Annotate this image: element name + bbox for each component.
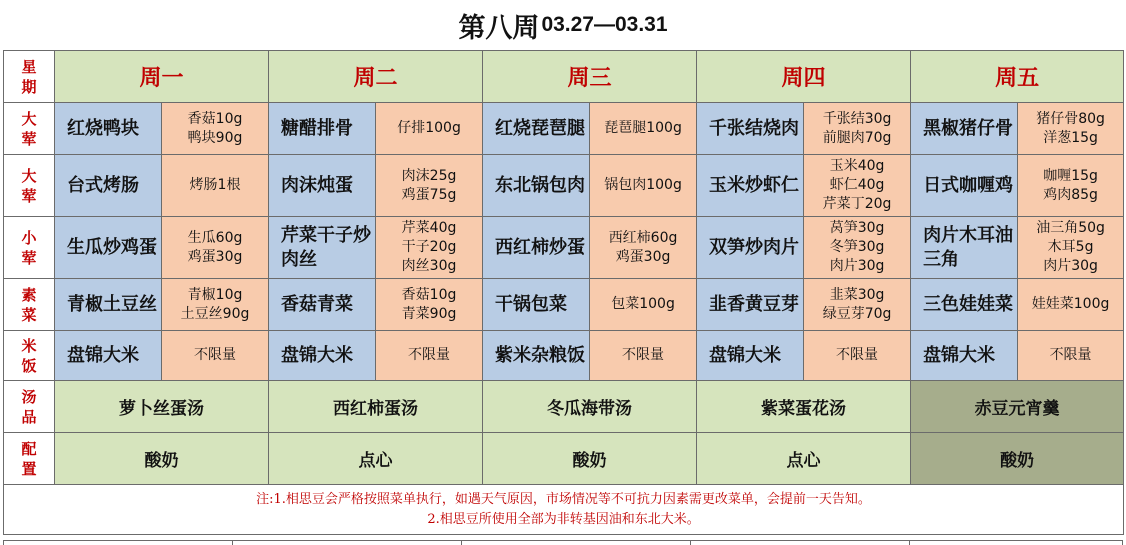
- row-label-char: 品: [21, 407, 37, 426]
- quantity-line: 不限量: [408, 347, 451, 363]
- dish-quantity: [376, 103, 483, 155]
- dish-name: 香菇青菜: [269, 279, 376, 331]
- dish-name: 生瓜炒鸡蛋: [55, 217, 162, 279]
- dish-quantity: [1018, 103, 1124, 155]
- note-line: 2.相思豆所使用全部为非转基因油和东北大米。: [427, 511, 700, 527]
- quantity-line: 干子20g: [401, 239, 457, 255]
- dish-quantity: [804, 279, 911, 331]
- quantity-line: 肉片30g: [829, 258, 885, 274]
- quantity-line: 莴笋30g: [829, 220, 885, 236]
- quantity-line: 不限量: [194, 347, 236, 363]
- dish-name: 千张结烧肉: [697, 103, 804, 155]
- quantity-line: 不限量: [836, 347, 879, 363]
- quantity-line: 鸡蛋30g: [187, 248, 243, 265]
- dish-quantity: [162, 103, 269, 155]
- row-label: [4, 155, 55, 217]
- day-header: 周三: [483, 51, 697, 103]
- dish-quantity: [376, 331, 483, 381]
- row-label-char: 大: [21, 109, 37, 128]
- notes-cell: [4, 485, 1124, 535]
- row-label: [4, 381, 55, 433]
- dish-name: 紫米杂粮饭: [483, 331, 590, 381]
- dish-quantity: [590, 331, 697, 381]
- page-title: [0, 0, 1126, 50]
- row-label-char: 星: [21, 57, 37, 76]
- quantity-line: 仔排100g: [397, 120, 461, 136]
- dish-name: 黑椒猪仔骨: [911, 103, 1018, 155]
- dish-quantity: [162, 279, 269, 331]
- dish-name: 日式咖喱鸡: [911, 155, 1018, 217]
- dish-quantity: [1018, 155, 1124, 217]
- dish-quantity: [804, 217, 911, 279]
- dish-quantity: [804, 331, 911, 381]
- day-header: 周四: [697, 51, 911, 103]
- quantity-line: 绿豆芽70g: [822, 305, 892, 322]
- quantity-line: 玉米40g: [829, 158, 885, 174]
- quantity-line: 洋葱15g: [1043, 129, 1098, 146]
- dish-quantity: [162, 331, 269, 381]
- dish-quantity: [1018, 279, 1124, 331]
- quantity-line: 鸡蛋30g: [615, 248, 671, 265]
- soup-item: 萝卜丝蛋汤: [55, 381, 269, 433]
- dish-quantity: [162, 217, 269, 279]
- dish-quantity: [804, 155, 911, 217]
- quantity-line: 锅包肉100g: [604, 177, 682, 193]
- quantity-line: 香菇10g: [187, 110, 243, 127]
- dish-name: 红烧琵琶腿: [483, 103, 590, 155]
- quantity-line: 芹菜40g: [401, 220, 457, 236]
- dish-name: 肉片木耳油三角: [911, 217, 1018, 279]
- quantity-line: 鸡肉85g: [1043, 186, 1098, 203]
- day-header: 周二: [269, 51, 483, 103]
- extra-item: 酸奶: [55, 433, 269, 485]
- dish-quantity: [590, 217, 697, 279]
- dish-name: 糖醋排骨: [269, 103, 376, 155]
- row-label-char: 小: [21, 228, 37, 247]
- soup-item: 西红柿蛋汤: [269, 381, 483, 433]
- table-bottom-edge: [3, 540, 1123, 545]
- dish-quantity: [1018, 217, 1124, 279]
- quantity-line: 不限量: [1049, 347, 1092, 363]
- dish-name: 芹菜干子炒肉丝: [269, 217, 376, 279]
- dish-name: 玉米炒虾仁: [697, 155, 804, 217]
- dish-name: 盘锦大米: [269, 331, 376, 381]
- row-label-char: 荤: [21, 129, 37, 148]
- menu-row: [4, 331, 1124, 381]
- dish-name: 盘锦大米: [911, 331, 1018, 381]
- row-label: [4, 433, 55, 485]
- quantity-line: 娃娃菜100g: [1031, 296, 1110, 312]
- row-label-char: 置: [21, 459, 37, 478]
- quantity-line: 木耳5g: [1047, 239, 1094, 255]
- dish-quantity: [804, 103, 911, 155]
- quantity-line: 肉片30g: [1043, 258, 1098, 274]
- quantity-line: 虾仁40g: [829, 177, 885, 193]
- quantity-line: 冬笋30g: [829, 239, 885, 255]
- dish-quantity: [376, 279, 483, 331]
- quantity-line: 西红柿60g: [608, 229, 678, 246]
- quantity-line: 鸭块90g: [187, 129, 243, 146]
- quantity-line: 青椒10g: [187, 286, 243, 303]
- dish-name: 红烧鸭块: [55, 103, 162, 155]
- extra-item: 酸奶: [911, 433, 1124, 485]
- row-label: [4, 103, 55, 155]
- row-label-char: 米: [21, 336, 37, 355]
- quantity-line: 不限量: [622, 347, 665, 363]
- row-label-char: 饭: [21, 356, 37, 375]
- quantity-line: 包菜100g: [611, 296, 675, 312]
- quantity-line: 猪仔骨80g: [1036, 110, 1105, 127]
- header-row: [4, 51, 1124, 103]
- quantity-line: 肉丝30g: [401, 258, 457, 274]
- soup-row: [4, 381, 1124, 433]
- dish-quantity: [376, 155, 483, 217]
- quantity-line: 千张结30g: [822, 110, 892, 127]
- title-dates: 03.27—03.31: [541, 13, 668, 36]
- quantity-line: 油三角50g: [1036, 220, 1105, 236]
- quantity-line: 韭菜30g: [829, 286, 885, 303]
- row-label: [4, 217, 55, 279]
- soup-item: 冬瓜海带汤: [483, 381, 697, 433]
- extra-row: [4, 433, 1124, 485]
- dish-name: 三色娃娃菜: [911, 279, 1018, 331]
- dish-name: 肉沫炖蛋: [269, 155, 376, 217]
- row-label-char: 大: [21, 166, 37, 185]
- menu-row: [4, 217, 1124, 279]
- dish-name: 台式烤肠: [55, 155, 162, 217]
- note-line: 注:1.相思豆会严格按照菜单执行，如遇天气原因，市场情况等不可抗力因素需更改菜单，会提前一天告知。: [256, 491, 871, 507]
- menu-row: [4, 103, 1124, 155]
- notes-row: [4, 485, 1124, 535]
- dish-quantity: [376, 217, 483, 279]
- row-label-char: 荤: [21, 248, 37, 267]
- quantity-line: 琵琶腿100g: [604, 120, 682, 136]
- soup-item: 赤豆元宵羹: [911, 381, 1124, 433]
- dish-quantity: [590, 103, 697, 155]
- quantity-line: 咖喱15g: [1043, 167, 1098, 184]
- dish-quantity: [590, 155, 697, 217]
- row-label: [4, 331, 55, 381]
- row-label-char: 素: [21, 285, 37, 304]
- dish-name: 盘锦大米: [697, 331, 804, 381]
- menu-row: [4, 279, 1124, 331]
- title-week: 第八周: [458, 12, 540, 44]
- dish-name: 东北锅包肉: [483, 155, 590, 217]
- quantity-line: 青菜90g: [401, 305, 457, 322]
- quantity-line: 烤肠1根: [189, 177, 241, 193]
- dish-quantity: [1018, 331, 1124, 381]
- quantity-line: 肉沫25g: [401, 167, 457, 184]
- extra-item: 点心: [697, 433, 911, 485]
- dish-name: 干锅包菜: [483, 279, 590, 331]
- row-label: [4, 51, 55, 103]
- dish-quantity: [162, 155, 269, 217]
- soup-item: 紫菜蛋花汤: [697, 381, 911, 433]
- quantity-line: 土豆丝90g: [180, 305, 250, 322]
- row-label-char: 汤: [21, 387, 37, 406]
- extra-item: 酸奶: [483, 433, 697, 485]
- row-label-char: 菜: [21, 305, 37, 324]
- dish-name: 西红柿炒蛋: [483, 217, 590, 279]
- quantity-line: 生瓜60g: [187, 229, 243, 246]
- quantity-line: 香菇10g: [401, 286, 457, 303]
- dish-name: 盘锦大米: [55, 331, 162, 381]
- menu-body: [4, 51, 1124, 535]
- dish-name: 青椒土豆丝: [55, 279, 162, 331]
- day-header: 周一: [55, 51, 269, 103]
- dish-name: 双笋炒肉片: [697, 217, 804, 279]
- dish-name: 韭香黄豆芽: [697, 279, 804, 331]
- extra-item: 点心: [269, 433, 483, 485]
- row-label-char: 期: [21, 77, 37, 96]
- row-label: [4, 279, 55, 331]
- day-header: 周五: [911, 51, 1124, 103]
- quantity-line: 前腿肉70g: [822, 129, 892, 146]
- dish-quantity: [590, 279, 697, 331]
- menu-table: [3, 50, 1124, 535]
- quantity-line: 鸡蛋75g: [401, 186, 457, 203]
- quantity-line: 芹菜丁20g: [822, 196, 892, 212]
- row-label-char: 荤: [21, 186, 37, 205]
- menu-row: [4, 155, 1124, 217]
- row-label-char: 配: [21, 439, 37, 458]
